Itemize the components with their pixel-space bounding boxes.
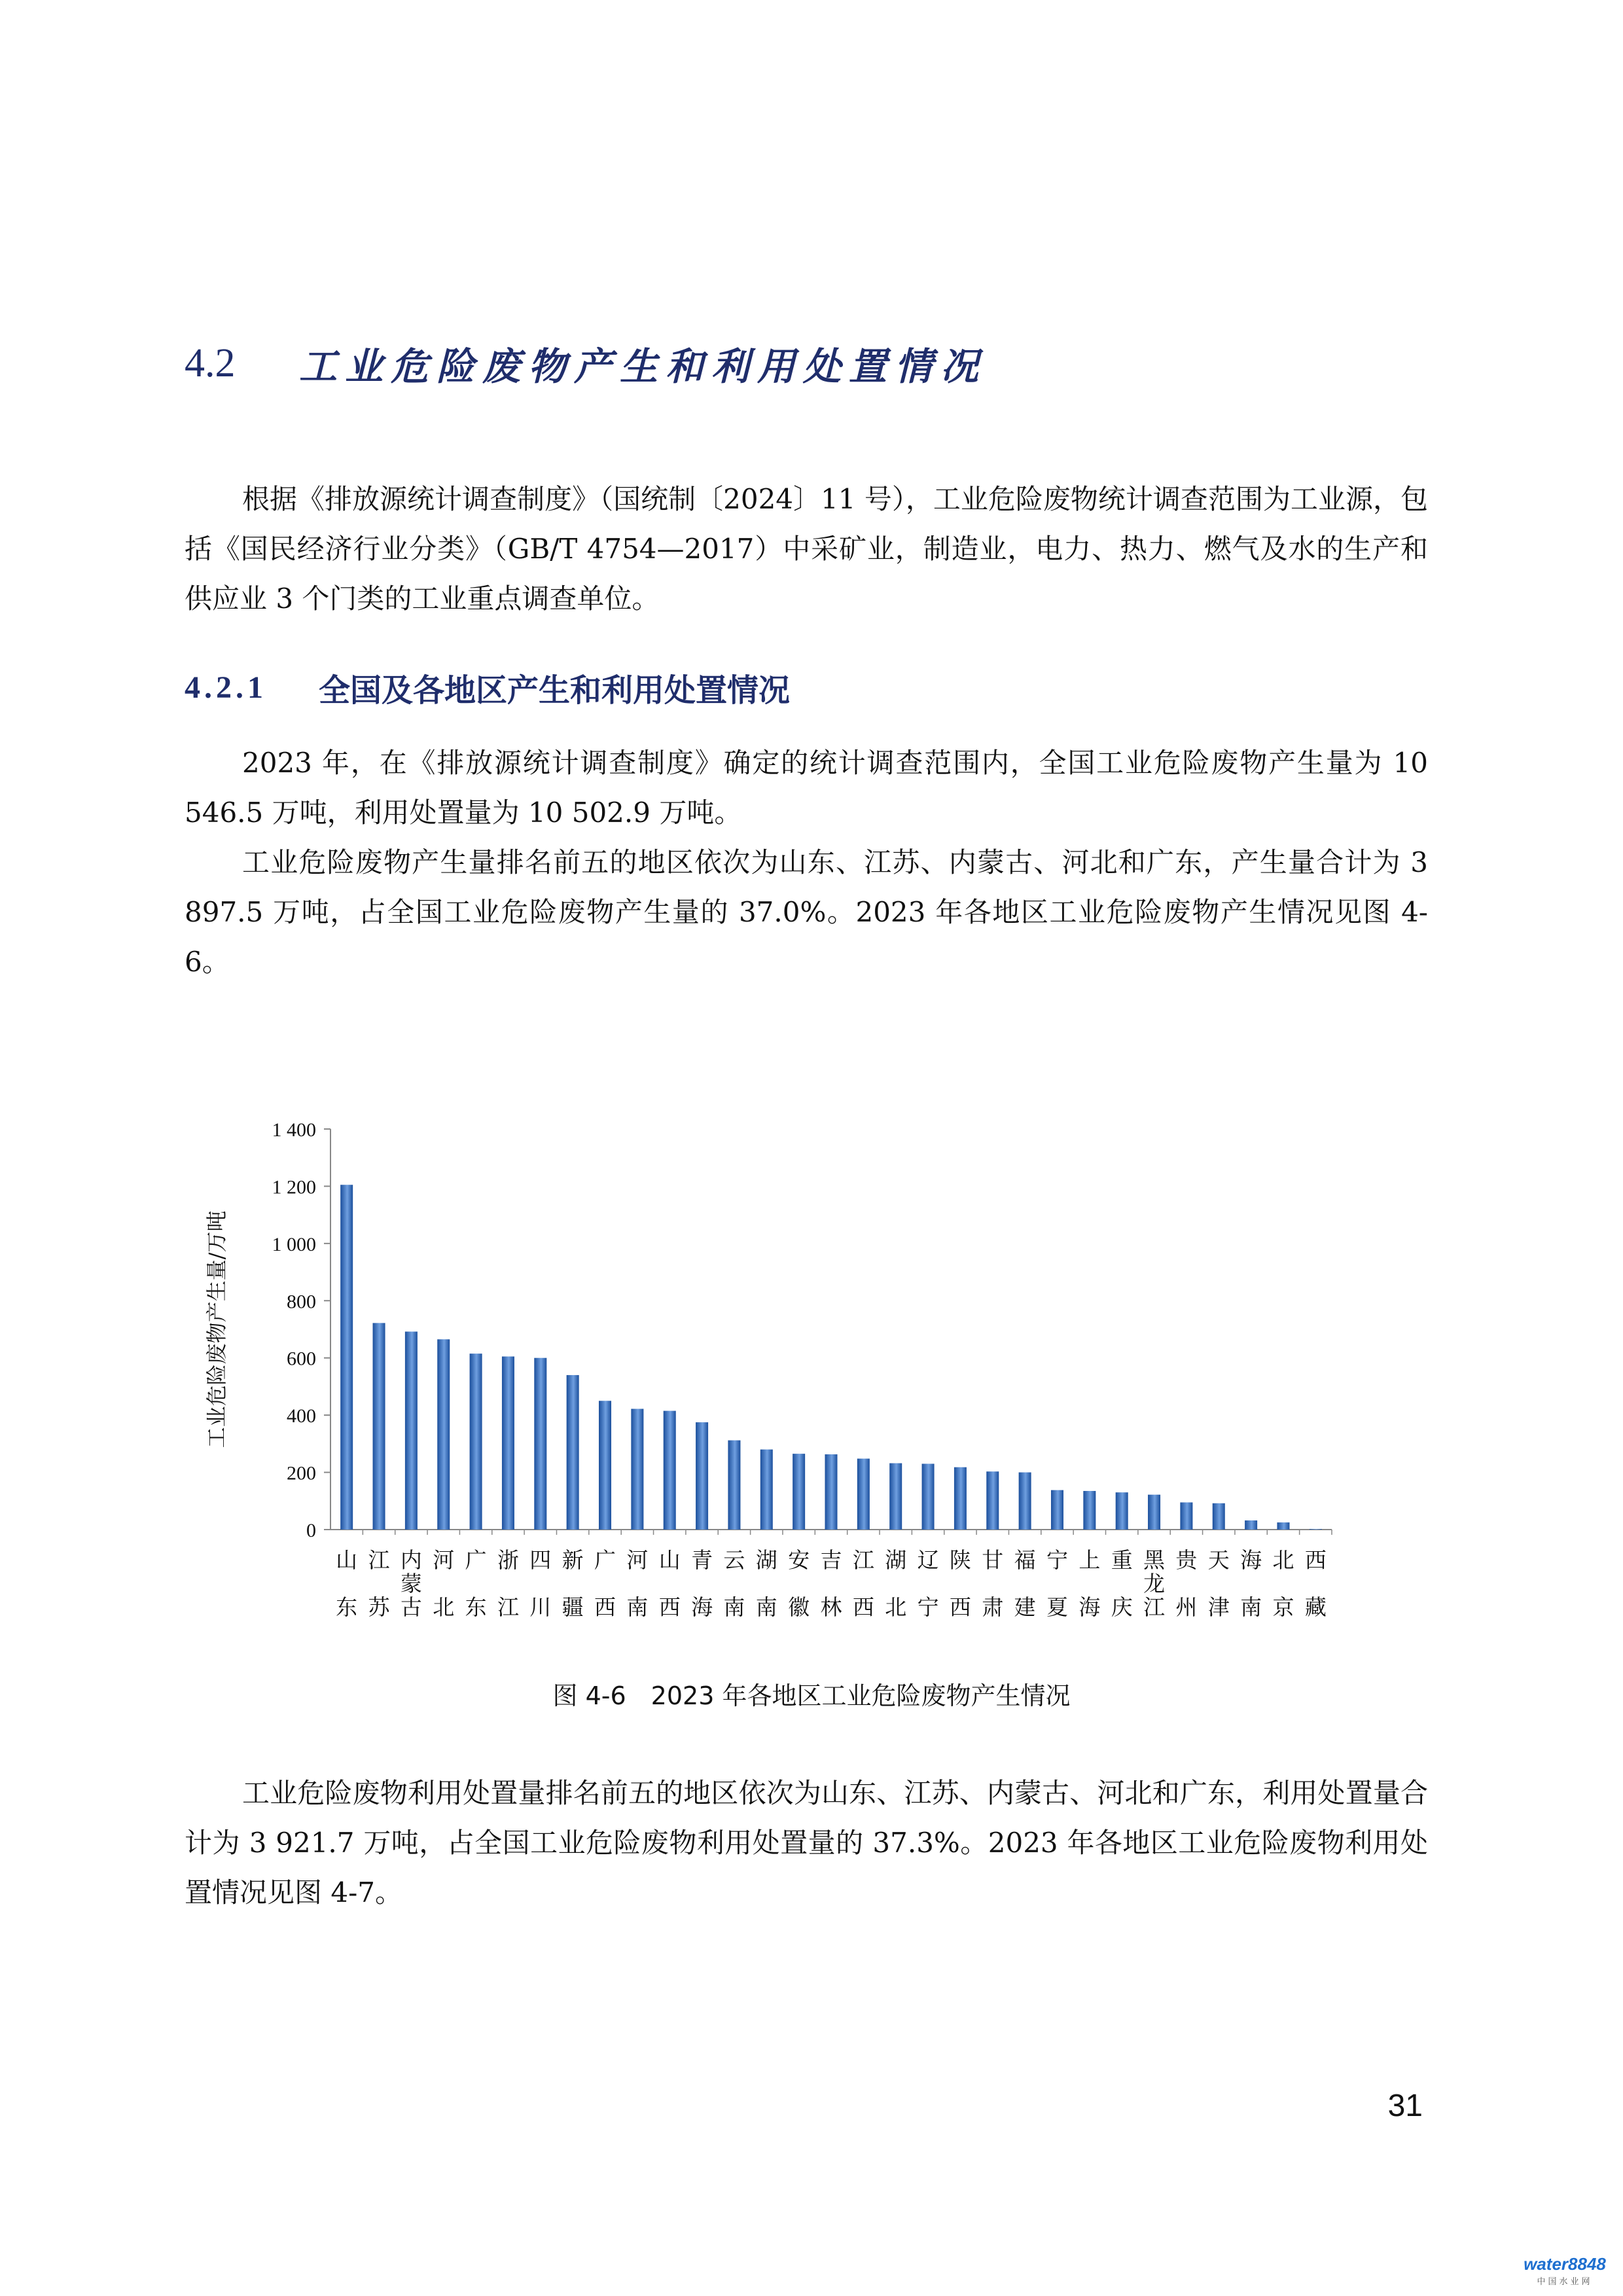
bar-浙江 (502, 1357, 514, 1530)
subsection-title: 全国及各地区产生和利用处置情况 (319, 672, 791, 709)
paragraph-top-five-disposal: 工业危险废物利用处置量排名前五的地区依次为山东、江苏、内蒙古、河北和广东，利用处置量合计为 3 921.7 万吨，占全国工业危险废物利用处置量的 37.3%。2023 年各地区工业危险废物利用处置情况见图 4-7。 (185, 1777, 1428, 1909)
x-tick-label-西藏: 西藏 (1304, 1547, 1327, 1620)
x-tick-label-广西: 广西 (594, 1547, 616, 1620)
bar-湖南 (760, 1450, 773, 1530)
section-number: 4.2 (185, 340, 236, 386)
y-tick-label: 0 (306, 1520, 316, 1541)
bar-江西 (857, 1459, 870, 1530)
x-tick-label-山东: 山东 (336, 1547, 358, 1620)
bar-重庆 (1116, 1492, 1128, 1530)
bar-西藏 (1310, 1529, 1322, 1530)
x-tick-label-吉林: 吉林 (820, 1547, 842, 1620)
bar-贵州 (1180, 1502, 1192, 1530)
bar-广西 (599, 1401, 611, 1530)
x-tick-label-贵州: 贵州 (1175, 1547, 1198, 1620)
bar-天津 (1213, 1503, 1225, 1530)
bar-chart (190, 1106, 1368, 1649)
bar-广东 (470, 1354, 482, 1530)
x-tick-label-内蒙古: 内蒙古 (400, 1547, 422, 1620)
bar-新疆 (567, 1375, 579, 1530)
subsection-heading (185, 661, 790, 713)
bar-甘肃 (986, 1471, 999, 1530)
x-tick-label-湖北: 湖北 (885, 1547, 907, 1620)
bar-北京 (1277, 1522, 1289, 1530)
bar-宁夏 (1051, 1490, 1063, 1530)
bar-青海 (696, 1422, 708, 1530)
bar-吉林 (825, 1454, 838, 1530)
bar-安徽 (793, 1454, 805, 1530)
watermark-sub-text: 中国水业网 (1537, 2276, 1593, 2286)
bar-黑龙江 (1148, 1495, 1160, 1530)
x-tick-label-云南: 云南 (723, 1547, 745, 1620)
x-tick-label-广东: 广东 (465, 1547, 487, 1620)
y-tick-label: 200 (287, 1462, 316, 1484)
bar-江苏 (373, 1323, 385, 1530)
x-tick-label-甘肃: 甘肃 (982, 1547, 1004, 1620)
x-tick-label-天津: 天津 (1207, 1547, 1230, 1620)
x-tick-label-安徽: 安徽 (788, 1547, 810, 1620)
bar-河北 (437, 1339, 450, 1530)
y-tick-label: 800 (287, 1291, 316, 1313)
x-tick-label-山西: 山西 (658, 1547, 681, 1620)
x-tick-label-北京: 北京 (1272, 1547, 1294, 1620)
bar-辽宁 (922, 1463, 935, 1530)
y-tick-label: 400 (287, 1405, 316, 1427)
x-tick-label-河北: 河北 (433, 1547, 455, 1620)
section-heading (185, 327, 986, 399)
bar-山东 (340, 1185, 353, 1530)
watermark-logo-text: water8848 (1524, 2254, 1606, 2274)
x-tick-label-福建: 福建 (1014, 1547, 1036, 1620)
x-tick-label-辽宁: 辽宁 (917, 1547, 939, 1620)
y-tick-label: 600 (287, 1348, 316, 1370)
x-tick-label-宁夏: 宁夏 (1046, 1547, 1068, 1620)
intro-paragraph: 根据《排放源统计调查制度》（国统制〔2024〕11 号），工业危险废物统计调查范围为工业源，包括《国民经济行业分类》（GB/T 4754—2017）中采矿业，制造业，电力、热力、燃气及水的生产和供应业 3 个门类的工业重点调查单位。 (185, 483, 1428, 615)
x-tick-label-陕西: 陕西 (949, 1547, 971, 1620)
bar-山西 (664, 1411, 676, 1530)
y-tick-label: 1 200 (272, 1176, 316, 1198)
x-tick-label-海南: 海南 (1240, 1547, 1262, 1620)
paragraph-top-five-generation: 工业危险废物产生量排名前五的地区依次为山东、江苏、内蒙古、河北和广东，产生量合计为 3 897.5 万吨，占全国工业危险废物产生量的 37.0%。2023 年各地区工业危险废物产生情况见图 4-6。 (185, 846, 1428, 978)
bar-内蒙古 (405, 1331, 418, 1530)
x-tick-label-四川: 四川 (529, 1547, 552, 1620)
watermark-logo (1516, 2254, 1614, 2292)
x-tick-label-江苏: 江苏 (368, 1547, 390, 1620)
bar-海南 (1245, 1520, 1257, 1530)
subsection-number: 4.2.1 (185, 670, 267, 705)
x-tick-label-青海: 青海 (691, 1547, 713, 1620)
figure-caption: 图 4-6 2023 年各地区工业危险废物产生情况 (552, 1681, 1071, 1710)
paragraph-total: 2023 年，在《排放源统计调查制度》确定的统计调查范围内，全国工业危险废物产生量为 10 546.5 万吨，利用处置量为 10 502.9 万吨。 (185, 747, 1428, 829)
x-tick-label-湖南: 湖南 (755, 1547, 777, 1620)
bar-上海 (1083, 1491, 1096, 1530)
bar-云南 (728, 1441, 740, 1530)
bar-湖北 (889, 1463, 902, 1530)
x-tick-label-上海: 上海 (1079, 1547, 1101, 1620)
x-tick-label-浙江: 浙江 (497, 1547, 519, 1620)
bar-河南 (631, 1409, 643, 1530)
section-title: 工业危险废物产生和利用处置情况 (299, 344, 987, 389)
x-tick-label-河南: 河南 (626, 1547, 649, 1620)
bar-四川 (534, 1358, 546, 1530)
page-number: 31 (1387, 2089, 1423, 2123)
x-tick-label-重庆: 重庆 (1111, 1547, 1133, 1620)
y-axis-label: 工业危险废物产生量/万吨 (204, 1210, 229, 1448)
bar-陕西 (954, 1467, 967, 1530)
y-tick-label: 1 400 (272, 1119, 316, 1141)
x-tick-label-江西: 江西 (852, 1547, 874, 1620)
bar-福建 (1019, 1473, 1031, 1530)
x-tick-label-新疆: 新疆 (562, 1547, 584, 1620)
x-tick-label-黑龙江: 黑龙江 (1143, 1547, 1166, 1620)
y-tick-label: 1 000 (272, 1233, 316, 1255)
